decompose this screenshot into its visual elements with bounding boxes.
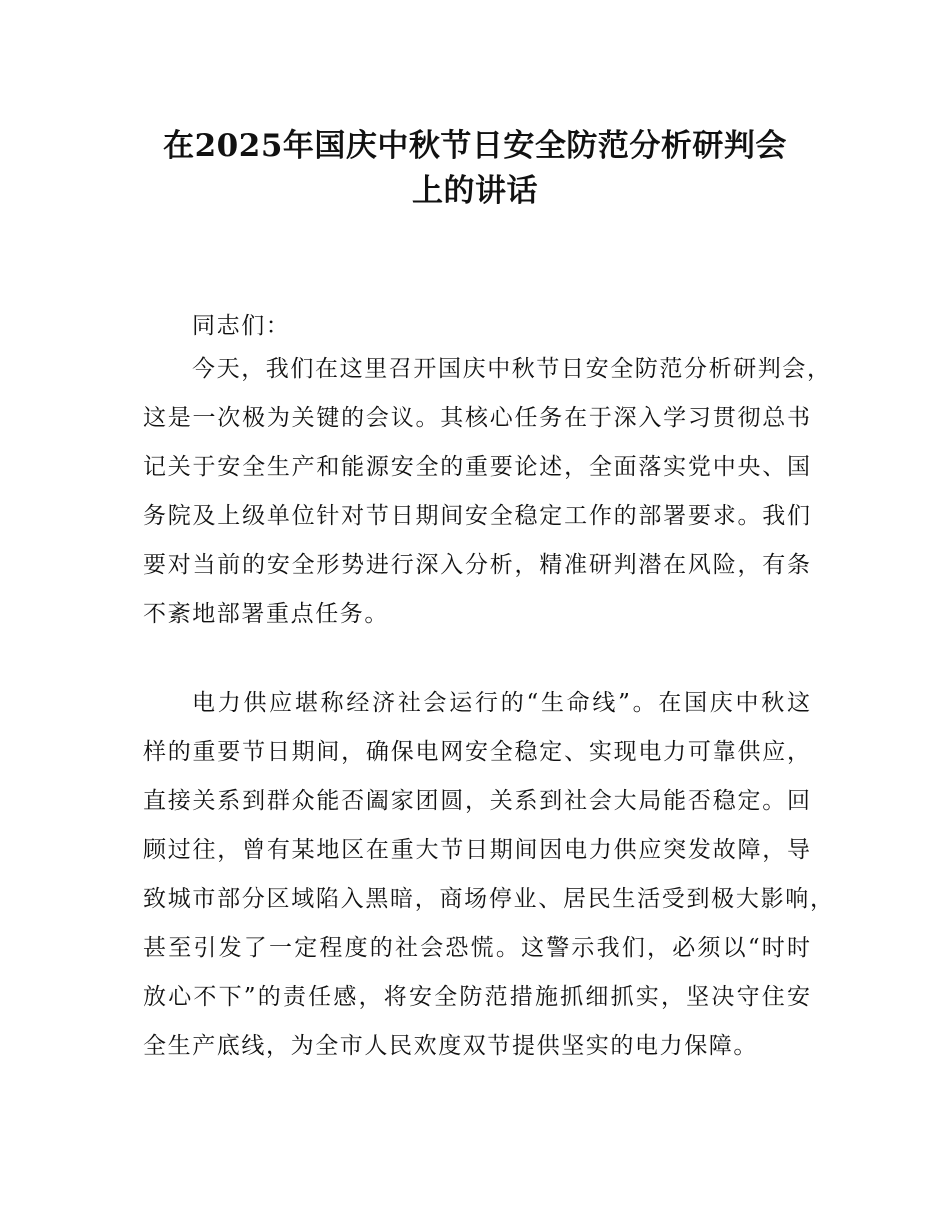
- paragraph-line: 不紊地部署重点任务。: [143, 601, 389, 627]
- paragraph-line: 甚至引发了一定程度的社会恐慌。这警示我们，必须以“时时: [143, 935, 810, 961]
- paragraph-line: 全生产底线，为全市人民欢度双节提供坚实的电力保障。: [143, 1033, 758, 1059]
- paragraph-line: 直接关系到群众能否阖家团圆，关系到社会大局能否稳定。回: [143, 788, 810, 814]
- paragraph-line: 务院及上级单位针对节日期间安全稳定工作的部署要求。我们: [143, 503, 810, 529]
- paragraph-line: 致城市部分区域陷入黑暗，商场停业、居民生活受到极大影响，: [143, 886, 833, 912]
- paragraph-line: 记关于安全生产和能源安全的重要论述，全面落实党中央、国: [143, 454, 810, 480]
- paragraph-line: 今天，我们在这里召开国庆中秋节日安全防范分析研判会，: [192, 356, 830, 382]
- paragraph-line: 顾过往，曾有某地区在重大节日期间因电力供应突发故障，导: [143, 837, 810, 863]
- paragraph-line: 这是一次极为关键的会议。其核心任务在于深入学习贯彻总书: [143, 405, 810, 431]
- paragraph-line: 电力供应堪称经济社会运行的“生命线”。在国庆中秋这: [192, 690, 810, 716]
- salutation: 同志们：: [192, 313, 291, 339]
- title-line-2: 上的讲话: [412, 173, 538, 209]
- paragraph-line: 样的重要节日期间，确保电网安全稳定、实现电力可靠供应，: [143, 739, 810, 765]
- paragraph-line: 放心不下”的责任感，将安全防范措施抓细抓实，坚决守住安: [143, 984, 810, 1010]
- paragraph-line: 要对当前的安全形势进行深入分析，精准研判潜在风险，有条: [143, 552, 810, 578]
- title-line-1: 在2025年国庆中秋节日安全防范分析研判会: [163, 128, 787, 164]
